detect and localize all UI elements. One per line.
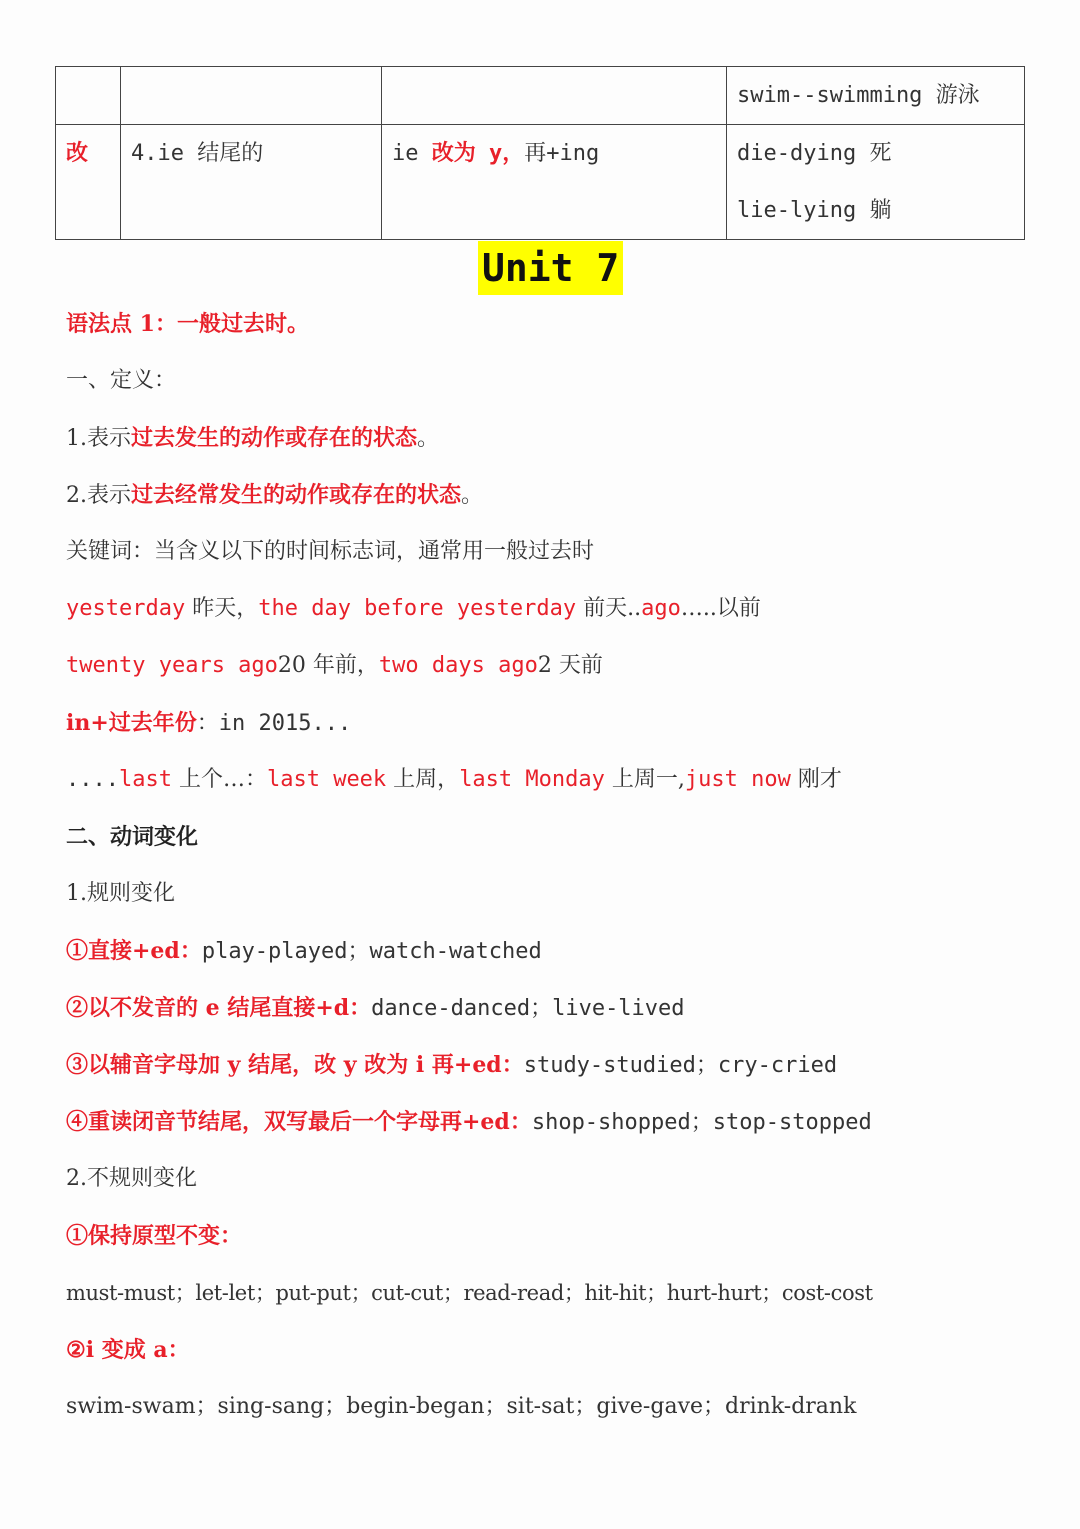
keywords-intro: 关键词：当含义以下的时间标志词，通常用一般过去时 [66, 539, 595, 564]
rule-example: shop-shopped；stop-stopped [531, 1110, 872, 1135]
keywords-line-4 [66, 765, 842, 795]
table-cell [382, 125, 727, 240]
table-row [56, 125, 1025, 240]
keyword: last week [266, 767, 387, 792]
rule-4 [66, 1107, 872, 1138]
example-swim: swim--swimming 游泳 [737, 83, 980, 108]
text-highlight: 过去经常发生的动作或存在的状态 [131, 482, 462, 508]
text: 2 天前 [537, 653, 603, 678]
text: 。 [417, 426, 440, 451]
rule-method-part: ie [392, 141, 432, 166]
definition-1 [66, 423, 439, 454]
keyword: the day before yesterday [258, 596, 577, 621]
rule-example: dance-danced；live-lived [371, 996, 685, 1021]
irregular-heading: 2.不规则变化 [66, 1166, 197, 1191]
rule-3 [66, 1050, 837, 1081]
text: 1.表示 [66, 426, 131, 451]
rule-method-part: 改为 y， [431, 141, 525, 166]
keywords-line-1 [66, 594, 761, 624]
keywords-line-3 [66, 708, 351, 739]
text: 20 年前， [277, 653, 379, 678]
table-cell [56, 125, 121, 240]
definition-2 [66, 480, 483, 511]
keyword: last Monday [459, 767, 605, 792]
table-cell [727, 125, 1025, 240]
rule-example: study-studied；cry-cried [523, 1053, 838, 1078]
rule-2 [66, 993, 685, 1024]
text: 刚才 [790, 767, 842, 792]
verb-ing-rules-table [55, 66, 1025, 240]
irregular-1-heading: ①保持原型不变： [66, 1223, 243, 1249]
table-cell [121, 67, 382, 125]
table-cell [56, 67, 121, 125]
text: 上周一, [604, 767, 685, 792]
text: 。 [461, 483, 484, 508]
keyword: two days ago [378, 653, 538, 678]
text: .... [66, 767, 119, 792]
example-die: die-dying 死 [737, 141, 892, 166]
example-lie: lie-lying 躺 [737, 198, 892, 223]
table-row [56, 67, 1025, 125]
irregular-2-heading: ②i 变成 a： [66, 1337, 190, 1363]
text: 昨天， [185, 596, 259, 621]
keywords-line-2 [66, 651, 603, 681]
keyword: last [118, 767, 172, 792]
rule-condition: 4.ie 结尾的 [131, 141, 264, 166]
text: 上周， [386, 767, 460, 792]
keyword: ago [641, 596, 681, 621]
irregular-2-list: swim-swam；sing-sang；begin-began；sit-sat；give-gave；drink-drank [66, 1394, 857, 1419]
rule-label: ④重读闭音节结尾，双写最后一个字母再+ed： [66, 1109, 532, 1135]
rule-label: ③以辅音字母加 y 结尾，改 y 改为 i 再+ed： [66, 1052, 524, 1078]
rule-example: play-played；watch-watched [201, 939, 542, 964]
regular-heading: 1.规则变化 [66, 881, 175, 906]
definition-heading: 一、定义： [66, 368, 177, 393]
rule-1 [66, 936, 542, 967]
text: 2.表示 [66, 483, 131, 508]
rule-label: ②以不发音的 e 结尾直接+d： [66, 995, 372, 1021]
rule-label: ①直接+ed： [66, 938, 202, 964]
text: 上个…： [171, 767, 267, 792]
verb-change-heading: 二、动词变化 [66, 824, 199, 850]
irregular-1-list: must-must；let-let；put-put；cut-cut；read-read；hit-hit；hurt-hurt；cost-cost [66, 1281, 873, 1305]
rule-method [392, 125, 716, 182]
text-highlight: 过去发生的动作或存在的状态 [131, 425, 418, 451]
keyword: twenty years ago [66, 653, 278, 678]
keyword: just now [684, 767, 791, 792]
text: …..以前 [680, 596, 761, 621]
rule-method-part: 再+ing [524, 141, 600, 166]
grammar-point-heading: 语法点 1：一般过去时。 [66, 311, 309, 337]
unit-title: Unit 7 [478, 241, 623, 295]
keyword: in+过去年份 [66, 710, 197, 736]
table-cell [727, 67, 1025, 125]
table-cell [121, 125, 382, 240]
keyword: yesterday [66, 596, 186, 621]
text: 前天.. [576, 596, 642, 621]
table-cell [382, 67, 727, 125]
text: ：in 2015... [196, 711, 352, 736]
rule-category: 改 [66, 140, 89, 166]
